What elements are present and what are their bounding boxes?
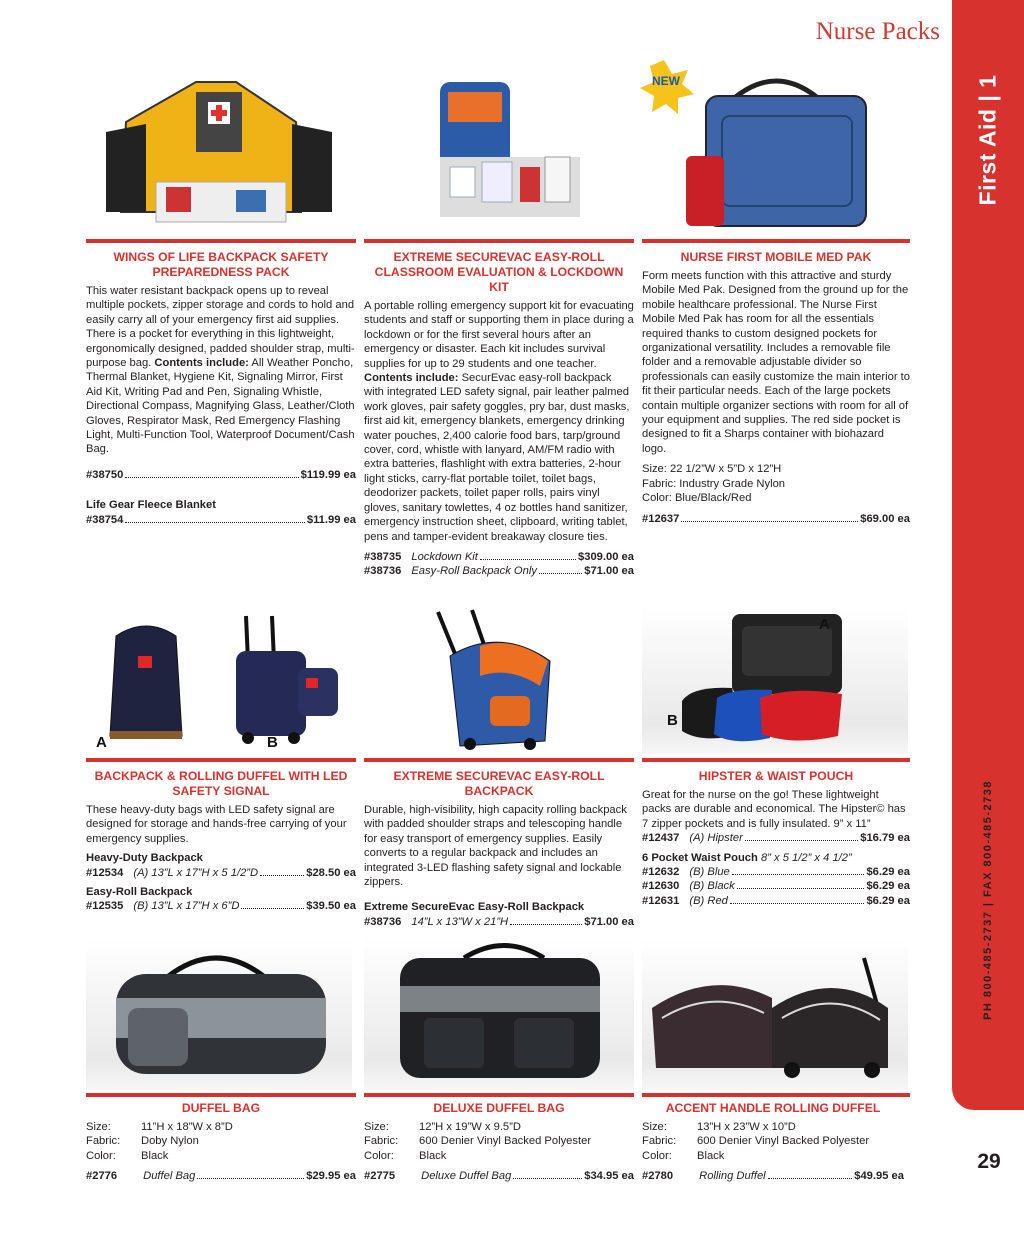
- label-b: B: [267, 734, 278, 751]
- product-title: ACCENT HANDLE ROLLING DUFFEL: [665, 1101, 881, 1115]
- securevac-kit-image: [420, 62, 580, 234]
- sku-line: #12631 (B) Red $6.29 ea: [642, 894, 910, 907]
- rolling-duffel-image: [642, 938, 908, 1090]
- spec-fabric: Fabric: 600 Denier Vinyl Backed Polyester: [642, 1135, 870, 1148]
- deluxe-duffel-bag-image: [364, 938, 634, 1090]
- spec-fabric: Fabric: 600 Denier Vinyl Backed Polyester: [364, 1135, 592, 1148]
- sku-line: #12630 (B) Black $6.29 ea: [642, 880, 910, 893]
- product-wings-of-life: [86, 250, 356, 527]
- product-securevac-backpack: [364, 769, 634, 929]
- product-deluxe-duffel-bag: [364, 1101, 634, 1184]
- sku-line: #38750 $119.99 ea: [86, 468, 356, 481]
- side-chapter-label: First Aid | 1: [974, 74, 1001, 206]
- divider: [364, 1093, 634, 1097]
- spec-color: Color: Black: [364, 1149, 447, 1162]
- sku-line: #2775 Deluxe Duffel Bag $34.95 ea: [364, 1170, 634, 1183]
- product-title: EXTREME SECUREVAC EASY-ROLL BACKPACK: [393, 769, 605, 798]
- new-badge: NEW: [652, 74, 680, 88]
- product-description: Durable, high-visibility, high capacity rolling backpack with padded shoulder straps and telescoping handle for easy transport of emergency supplies. Easily converts to a regular backpack and includes an integrated 3-LED flashing safety signal and lockable zippers.: [364, 804, 627, 889]
- product-color: Color: Blue/Black/Red: [642, 492, 752, 505]
- product-nurse-med-pak: [642, 250, 910, 526]
- divider: [86, 1093, 356, 1097]
- product-fabric: Fabric: Industry Grade Nylon: [642, 477, 786, 490]
- product-hipster-waist-pouch: [642, 769, 910, 908]
- sku-line: #12534 (A) 13”L x 17”H x 5 1/2”D $28.50 ea: [86, 866, 356, 879]
- spec-size: Size: 12”H x 19”W x 9.5”D: [364, 1121, 521, 1133]
- product-title: DUFFEL BAG: [181, 1101, 261, 1115]
- duffel-bag-image: [86, 938, 352, 1090]
- side-contact-info: PH 800-485-2737 | FAX 800-485-2738: [982, 780, 994, 1020]
- product-description: Form meets function with this attractive and sturdy Mobile Med Pak. Designed from the ground up for the mobile healthcare professional. The Nurse First Mobile Med Pak has room for all the essentials required thanks to custom designed pockets for organizational versatility. Includes a removable file folder and a removable adjustable divider so professionals can easily customize the main interior to fit their particular needs. Each of the large pockets contain multiple organizer sections with room for all of your equipment and supplies. The red side pocket is designed to fit a Sharps container with biohazard logo.: [642, 270, 911, 455]
- spec-color: Color: Black: [86, 1149, 169, 1162]
- spec-size: Size: 13”H x 23”W x 10”D: [642, 1121, 796, 1133]
- divider: [642, 239, 910, 243]
- product-description: Great for the nurse on the go! These lightweight packs are durable and economical. The Hipster© has 7 zipper pockets and is fully insulated. 9” x 11”: [642, 789, 906, 830]
- divider: [364, 239, 634, 243]
- sku-line: #12632 (B) Blue $6.29 ea: [642, 866, 910, 879]
- securevac-backpack-image: [420, 606, 580, 754]
- product-securevac-kit: [364, 250, 634, 579]
- product-description: This water resistant backpack opens up to reveal multiple pockets, zipper storage and cords to hold and easily carry all of your emergency first aid supplies. There is a pocket for everything in this lightweight, ergonomically designed, padded shoulder strap, multi-purpose bag. Contents include: All Weather Poncho, Thermal Blanket, Hygiene Kit, Signaling Mirror, First Aid Kit, Writing Pad and Pen, Signaling Whistle, Directional Compass, Magnifying Glass, Leather/Cloth Gloves, Respirator Mask, Red Emergency Flashing Light, Multi-Function Tool, Waterproof Document/Cash Bag.: [86, 285, 355, 456]
- sku-line: #12637 $69.00 ea: [642, 512, 910, 525]
- sku-line: #38735 Lockdown Kit $309.00 ea: [364, 550, 634, 563]
- nurse-med-pak-image: [636, 56, 908, 234]
- led-backpack-image: [86, 606, 352, 754]
- product-title: BACKPACK & ROLLING DUFFEL WITH LED SAFETY SIGNAL: [94, 769, 348, 798]
- sku-line: #38736 14”L x 13”W x 21”H $71.00 ea: [364, 915, 634, 928]
- sku-line: #12437 (A) Hipster $16.79 ea: [642, 832, 910, 845]
- subproduct-title: Life Gear Fleece Blanket: [86, 499, 216, 512]
- sku-line: #2780 Rolling Duffel $49.95 ea: [642, 1170, 904, 1183]
- spec-color: Color: Black: [642, 1149, 725, 1162]
- subproduct-title: Extreme SecureEvac Easy-Roll Backpack: [364, 901, 585, 914]
- subproduct-title: 6 Pocket Waist Pouch 8” x 5 1/2” x 4 1/2”: [642, 851, 852, 864]
- divider: [642, 1093, 910, 1097]
- hipster-pouch-image: [642, 606, 908, 754]
- section-title: Nurse Packs: [815, 18, 940, 45]
- product-title: EXTREME SECUREVAC EASY-ROLL CLASSROOM EVALUATION & LOCKDOWN KIT: [374, 250, 624, 294]
- page-number: 29: [977, 1150, 1001, 1173]
- product-description: A portable rolling emergency support kit for evacuating students and staff or supporting them in place during a lockdown or for the first several hours after an emergency or disaster. Each kit includes survival supplies for up to 29 students and one teacher. Contents include: SecurEvac easy-roll backpack with integrated LED safety signal, pair leather palmed work gloves, pair safety goggles, pry bar, dust masks, first aid kit, emergency blankets, emergency drinking water pouches, 2,400 calorie food bars, tarp/ground cover, cord, whistle with lanyard, AM/FM radio with extra batteries, flashlight with extra batteries, 2-hour light sticks, carry-flat portable toilet, toilet bags, deodorizer packets, toilet paper rolls, pairs vinyl gloves, sanitary towlettes, 4 oz bottles hand sanitizer, emergency instruction sheet, clipboard, writing tablet, pens and tamper-evident breakaway closure ties.: [364, 300, 634, 543]
- product-title: NURSE FIRST MOBILE MED PAK: [680, 250, 872, 264]
- product-title: DELUXE DUFFEL BAG: [433, 1101, 565, 1115]
- spec-size: Size: 11”H x 18”W x 8”D: [86, 1121, 233, 1133]
- product-description: These heavy-duty bags with LED safety signal are designed for storage and hands-free carrying of your emergency supplies.: [86, 804, 347, 845]
- wings-backpack-image: [86, 62, 352, 234]
- product-rolling-duffel: [642, 1101, 904, 1184]
- divider: [642, 758, 910, 762]
- sku-line: #2776 Duffel Bag $29.95 ea: [86, 1170, 356, 1183]
- label-b: B: [667, 712, 678, 729]
- sku-line: #12535 (B) 13”L x 17”H x 6”D $39.50 ea: [86, 900, 356, 913]
- sku-line: #38736 Easy-Roll Backpack Only $71.00 ea: [364, 565, 634, 578]
- product-duffel-bag: [86, 1101, 356, 1184]
- product-led-backpack: [86, 769, 356, 914]
- sku-line: #38754 $11.99 ea: [86, 513, 356, 526]
- product-title: WINGS OF LIFE BACKPACK SAFETY PREPAREDNESS PACK: [113, 250, 329, 279]
- product-size: Size: 22 1/2”W x 5”D x 12”H: [642, 463, 782, 476]
- product-title: HIPSTER & WAIST POUCH: [698, 769, 854, 783]
- subproduct-title: Heavy-Duty Backpack: [86, 852, 203, 865]
- spec-fabric: Fabric: Doby Nylon: [86, 1135, 199, 1148]
- divider: [86, 239, 356, 243]
- label-a: A: [96, 734, 107, 751]
- divider: [364, 758, 634, 762]
- label-a: A: [819, 616, 830, 633]
- subproduct-title: Easy-Roll Backpack: [86, 886, 193, 899]
- divider: [86, 758, 356, 762]
